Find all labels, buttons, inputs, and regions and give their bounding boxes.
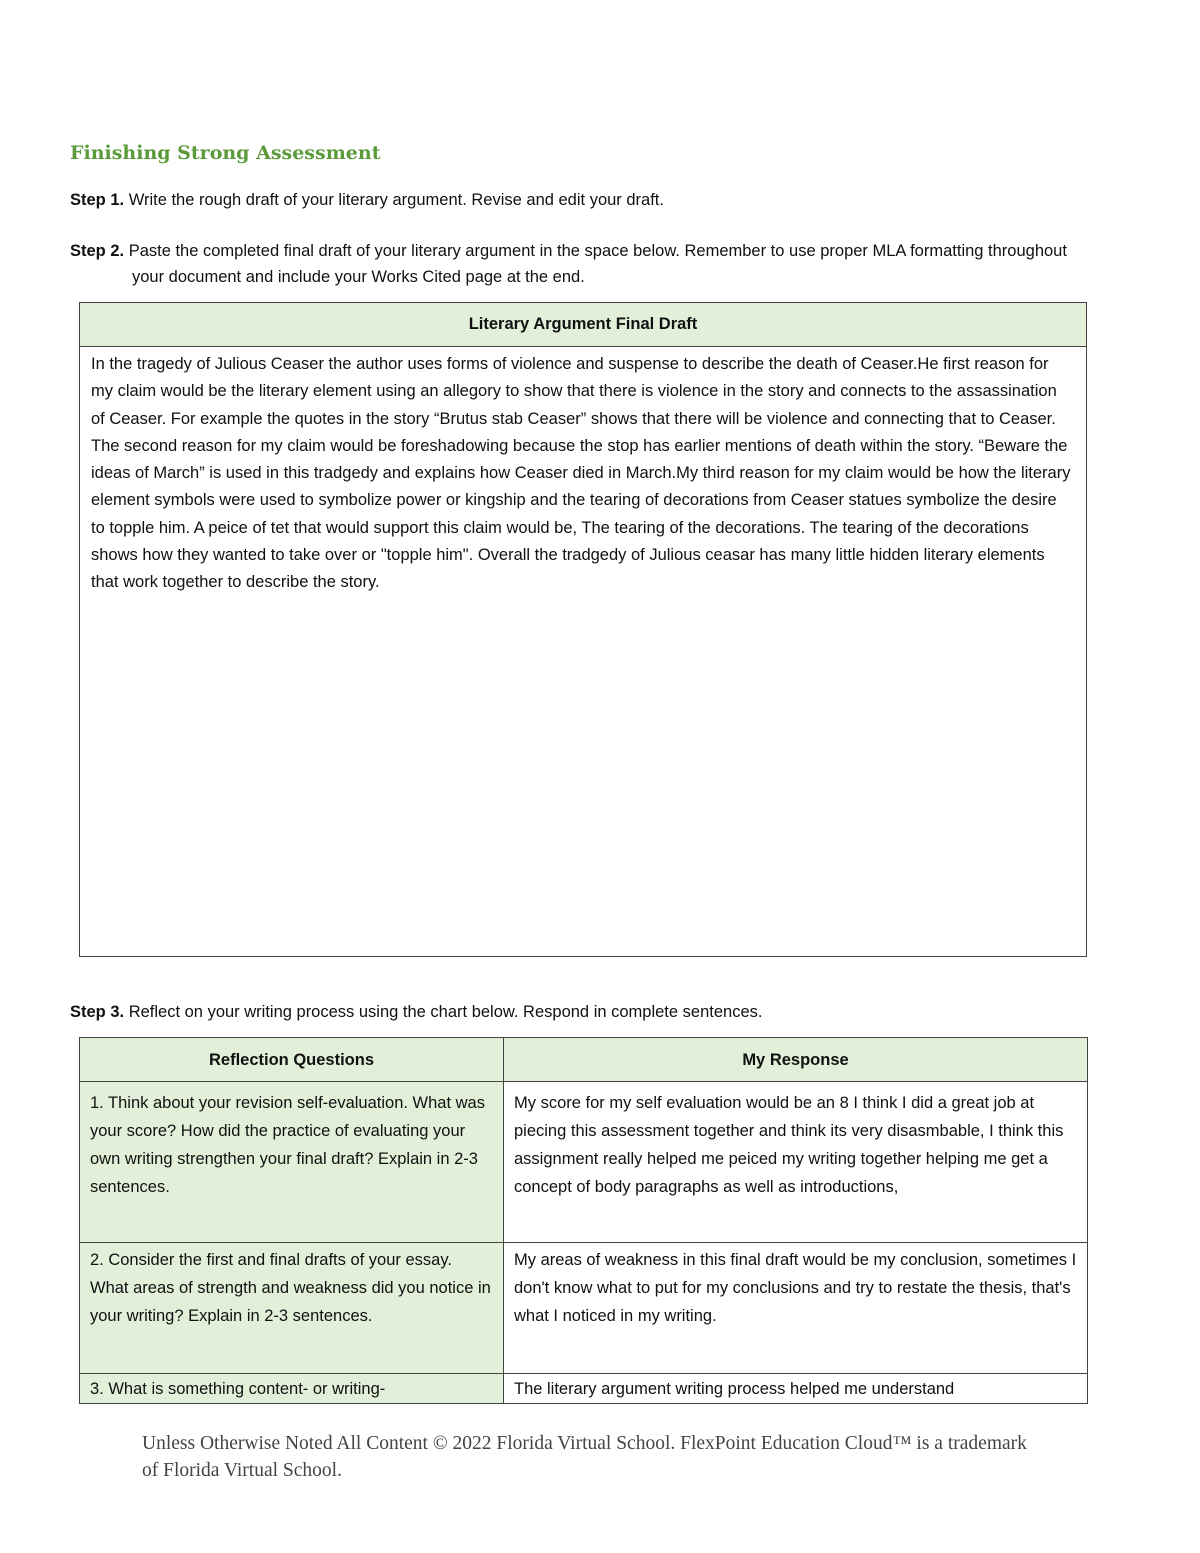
table-row bbox=[80, 1082, 1088, 1243]
reflection-response-2[interactable]: My areas of weakness in this final draft would be my conclusion, sometimes I don't know what to put for my conclusions and try to restate the thesis, that's what I noticed in my writing. bbox=[504, 1243, 1088, 1374]
table-row bbox=[80, 1374, 1088, 1404]
step-1-text: Write the rough draft of your literary argument. Revise and edit your draft. bbox=[124, 191, 664, 209]
reflection-question-1: 1. Think about your revision self-evaluation. What was your score? How did the practice of evaluating your own writing strengthen your final draft? Explain in 2-3 sentences. bbox=[80, 1082, 504, 1243]
step-2-label: Step 2. bbox=[70, 242, 125, 260]
step-3-text: Reflect on your writing process using the chart below. Respond in complete sentences. bbox=[124, 1003, 763, 1021]
page-title: Finishing Strong Assessment bbox=[70, 142, 381, 164]
final-draft-table bbox=[79, 302, 1087, 957]
step-2 bbox=[70, 238, 1070, 290]
reflection-response-1[interactable]: My score for my self evaluation would be an 8 I think I did a great job at piecing this assessment together and think its very disasmbable, I think this assignment really helped me peiced my writing together helping me get a concept of body paragraphs as well as introductions, bbox=[504, 1082, 1088, 1243]
step-3-label: Step 3. bbox=[70, 1003, 125, 1021]
table-row bbox=[80, 1243, 1088, 1374]
reflection-questions-header: Reflection Questions bbox=[80, 1038, 504, 1082]
final-draft-body[interactable]: In the tragedy of Julious Ceaser the author uses forms of violence and suspense to describe the death of Ceaser.He first reason for my claim would be the literary element using an allegory to show that there is violence in the story and connects to the assassination of Ceaser. For example the quotes in the story “Brutus stab Ceaser” shows that there will be violence and connecting that to Ceaser. The second reason for my claim would be foreshadowing because the stop has earlier mentions of death within the story. “Beware the ideas of March” is used in this tradgedy and explains how Ceaser died in March.My third reason for my claim would be how the literary element symbols were used to symbolize power or kingship and the tearing of decorations from Ceaser statues symbolize the desire to topple him. A peice of tet that would support this claim would be, The tearing of the decorations. The tearing of the decorations shows how they wanted to take over or "topple him". Overall the tradgedy of Julious ceasar has many little hidden literary elements that work together to describe the story. bbox=[91, 355, 1071, 592]
step-2-text: Paste the completed final draft of your literary argument in the space below. Remember to use proper MLA formatting throughout your document and include your Works Cited page at the end. bbox=[124, 242, 1067, 286]
step-1 bbox=[70, 187, 1070, 213]
step-1-label: Step 1. bbox=[70, 191, 125, 209]
reflection-question-3: 3. What is something content- or writing- bbox=[90, 1380, 386, 1398]
my-response-header: My Response bbox=[504, 1038, 1088, 1082]
final-draft-heading: Literary Argument Final Draft bbox=[80, 303, 1086, 347]
reflection-question-2: 2. Consider the first and final drafts of your essay. What areas of strength and weakness did you notice in your writing? Explain in 2-3 sentences. bbox=[80, 1243, 504, 1374]
step-3 bbox=[70, 999, 1070, 1025]
copyright-footer: Unless Otherwise Noted All Content © 2022 Florida Virtual School. FlexPoint Education Cloud™ is a trademark of Florida Virtual School. bbox=[142, 1433, 1027, 1481]
reflection-table bbox=[79, 1037, 1088, 1404]
reflection-response-3[interactable]: The literary argument writing process helped me understand bbox=[514, 1380, 955, 1398]
